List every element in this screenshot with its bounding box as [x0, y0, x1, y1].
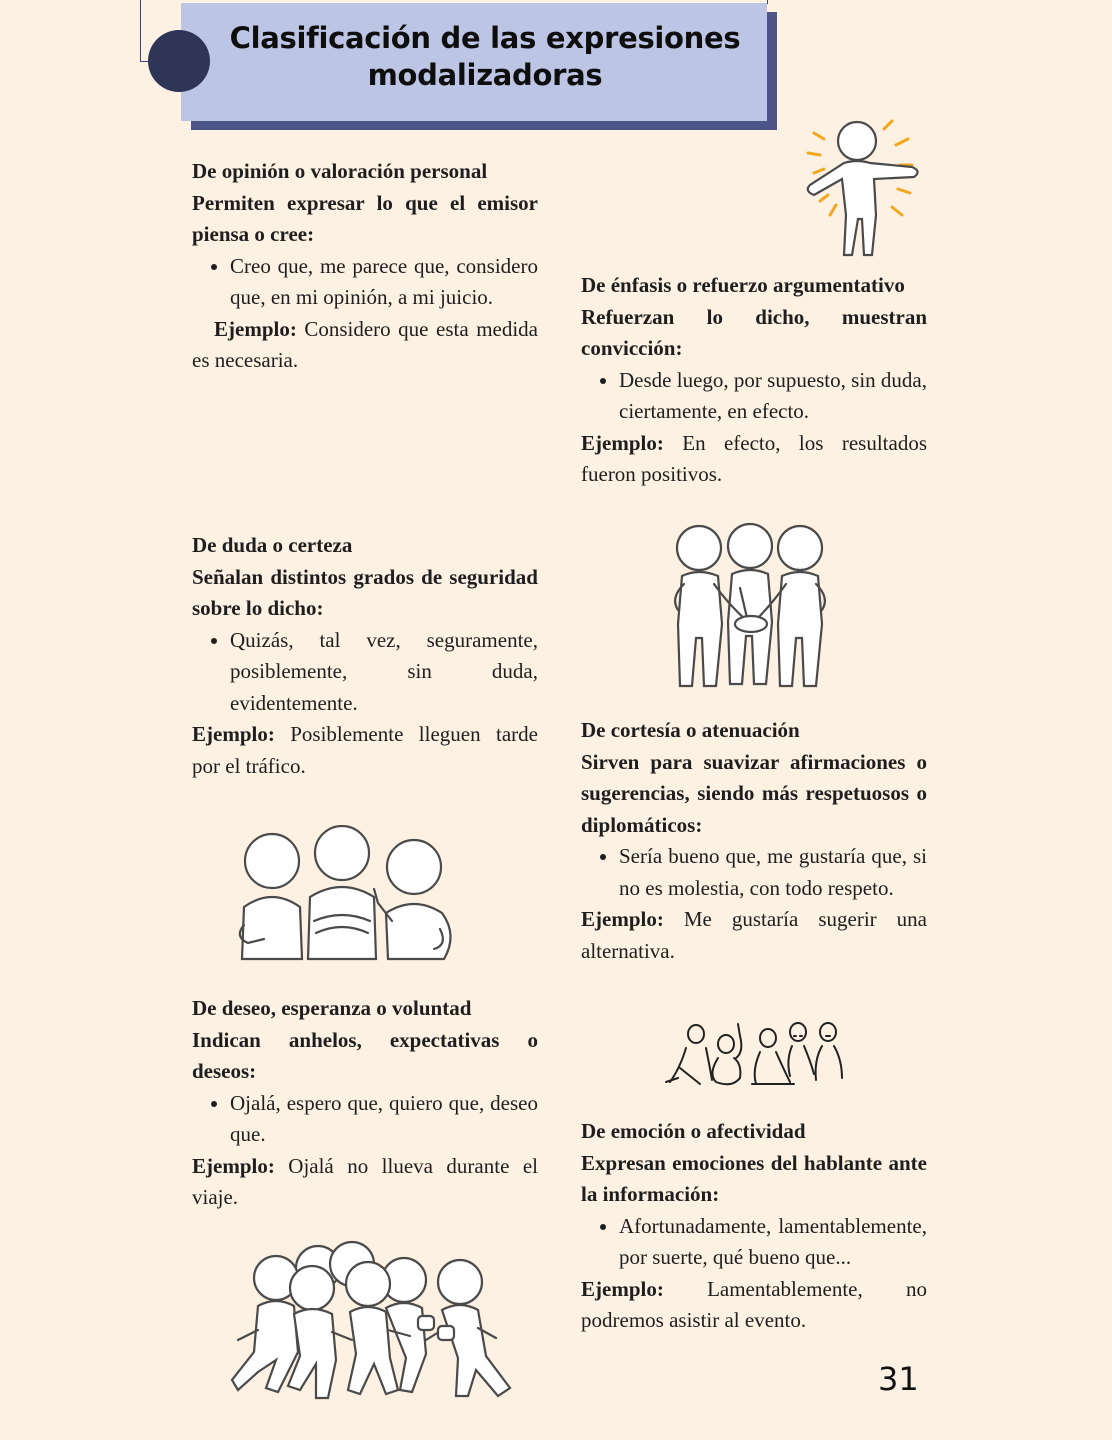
list-item: • Afortunadamente, lamentablemente, por suerte, qué bueno que... — [619, 1211, 927, 1274]
section-enfasis — [581, 270, 927, 491]
list-item: • Quizás, tal vez, seguramente, posiblemente, sin duda, evidentemente. — [230, 625, 538, 720]
section-duda — [192, 530, 538, 782]
arguing-group-icon — [230, 825, 465, 961]
bullet-list — [581, 365, 927, 428]
section-heading: De deseo, esperanza o voluntad — [192, 996, 472, 1020]
bullet-list — [192, 625, 538, 720]
bullet-list — [192, 1088, 538, 1151]
section-description: Señalan distintos grados de seguridad sobre lo dicho: — [192, 564, 538, 620]
section-heading: De énfasis o refuerzo argumentativo — [581, 273, 905, 297]
page-number: 31 — [878, 1360, 919, 1398]
list-item: • Desde luego, por supuesto, sin duda, ciertamente, en efecto. — [619, 365, 927, 428]
bullet-list — [192, 251, 538, 314]
bullet-list — [581, 1211, 927, 1274]
section-example — [581, 1274, 927, 1337]
example-text: Ojalá no llueva durante el viaje. — [192, 1153, 538, 1209]
section-example — [192, 719, 538, 782]
section-deseo — [192, 993, 538, 1214]
title-decor-line — [767, 0, 768, 4]
example-text: Considero que esta medida es necesaria. — [192, 316, 538, 372]
example-label: Ejemplo: — [581, 430, 664, 455]
section-example — [581, 904, 927, 967]
confident-person-icon — [800, 115, 930, 265]
example-text: Posiblemente lleguen tarde por el tráfico. — [192, 722, 538, 778]
section-description: Refuerzan lo dicho, muestran convicción: — [581, 304, 927, 360]
section-heading: De emoción o afectividad — [581, 1119, 806, 1143]
section-heading: De opinión o valoración personal — [192, 159, 488, 183]
sketch-crowd-icon — [660, 1018, 850, 1090]
section-example — [581, 428, 927, 491]
example-label: Ejemplo: — [192, 722, 275, 746]
section-description: Permiten expresar lo que el emisor piensa o cree: — [192, 190, 538, 246]
example-text: Me gustaría sugerir una alternativa. — [581, 907, 927, 963]
list-item: • Ojalá, espero que, quiero que, deseo que. — [230, 1088, 538, 1151]
section-description: Indican anhelos, expectativas o deseos: — [192, 1027, 538, 1083]
section-opinion — [192, 156, 538, 377]
list-item: • Sería bueno que, me gustaría que, si no es molestia, con todo respeto. — [619, 841, 927, 904]
list-item: • Creo que, me parece que, considero que, en mi opinión, a mi juicio. — [230, 251, 538, 314]
section-heading: De cortesía o atenuación — [581, 718, 800, 742]
example-label: Ejemplo: — [581, 1276, 664, 1301]
example-text: Lamentablemente, no podremos asistir al evento. — [581, 1276, 927, 1332]
page-title: Clasificación de las expresiones modalizadoras — [229, 21, 741, 92]
section-example — [192, 314, 538, 377]
section-emocion — [581, 1116, 927, 1337]
section-description: Expresan emociones del hablante ante la información: — [581, 1150, 927, 1206]
example-label: Ejemplo: — [214, 316, 297, 341]
title-decor-line — [140, 0, 141, 62]
section-description: Sirven para suavizar afirmaciones o sugerencias, siendo más respetuosos o diplomáticos: — [581, 749, 927, 837]
section-heading: De duda o certeza — [192, 533, 353, 557]
crowd-walking-icon — [228, 1240, 518, 1405]
section-cortesia — [581, 715, 927, 967]
team-hands-together-icon — [662, 518, 847, 696]
example-label: Ejemplo: — [581, 907, 664, 931]
section-example — [192, 1151, 538, 1214]
example-text: En efecto, los resultados fueron positivos. — [581, 430, 927, 486]
example-label: Ejemplo: — [192, 1153, 275, 1178]
bullet-list — [581, 841, 927, 904]
